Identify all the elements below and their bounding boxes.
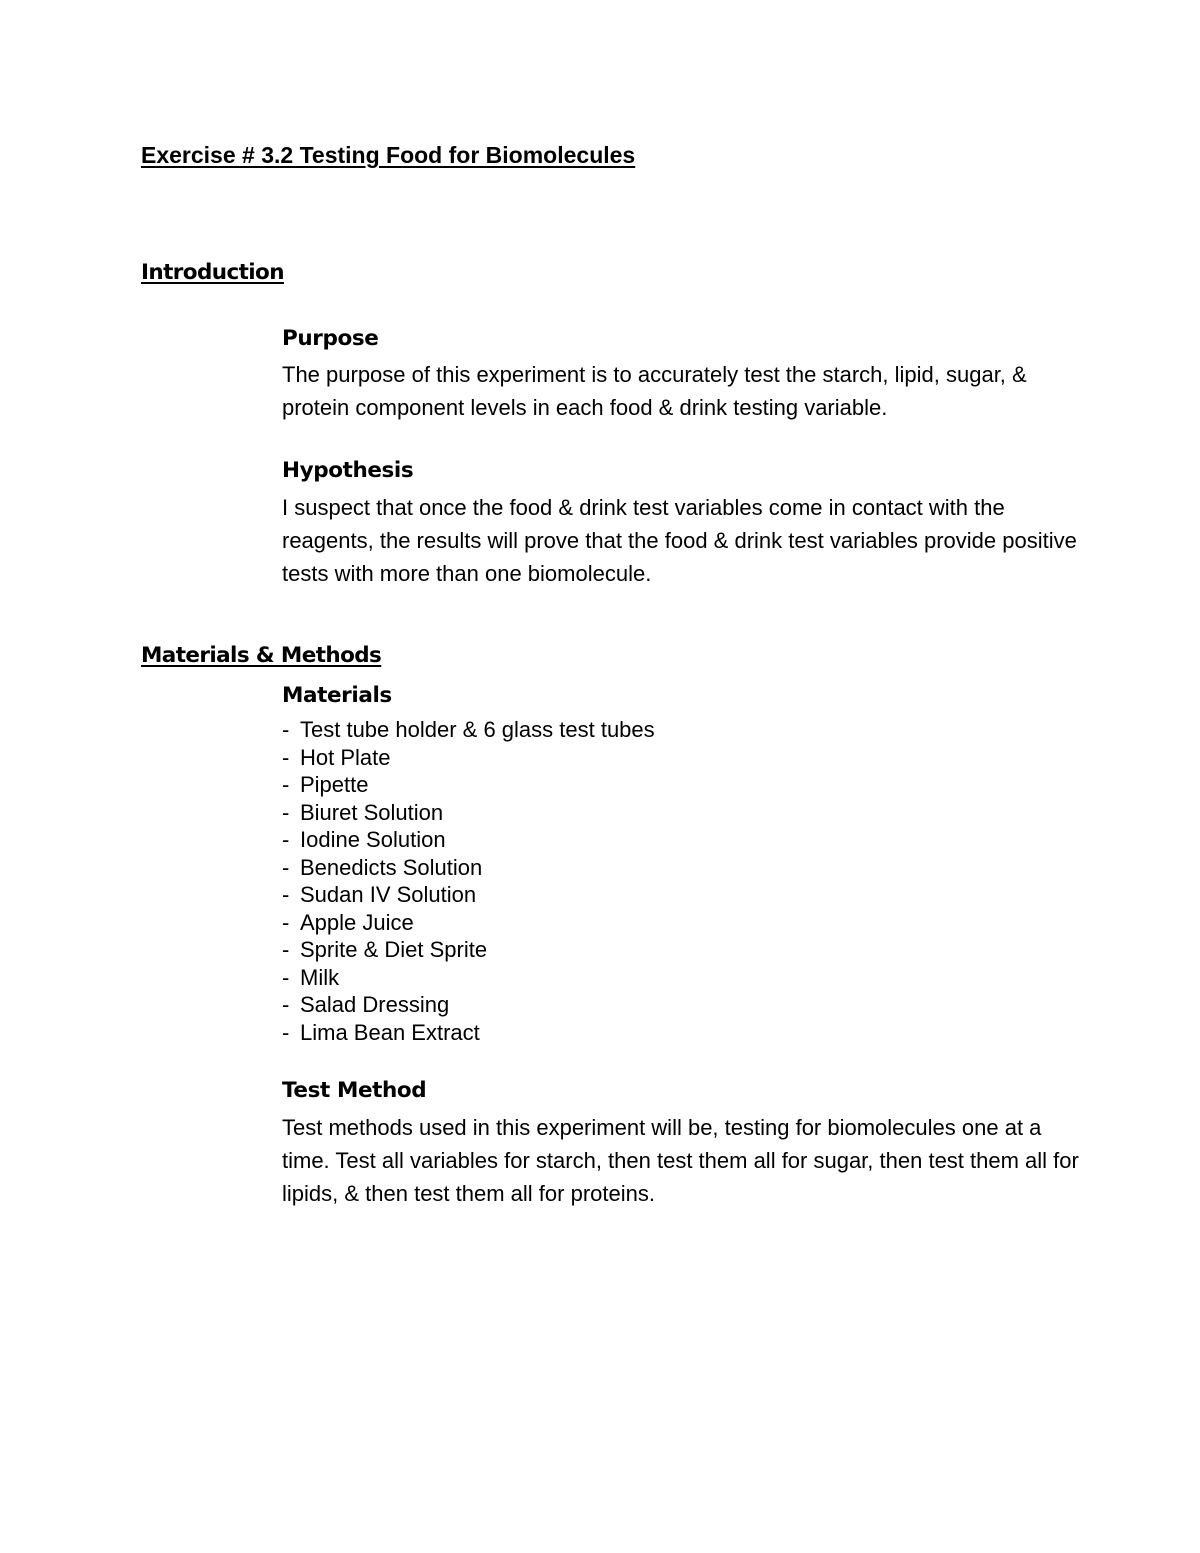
list-item	[282, 716, 655, 744]
list-bullet: -	[282, 937, 290, 962]
list-item-label: Sprite & Diet Sprite	[300, 937, 488, 962]
list-bullet: -	[282, 854, 290, 880]
list-bullet: -	[282, 909, 290, 935]
list-item-label: Apple Juice	[300, 909, 414, 935]
materials-heading: Materials	[282, 683, 392, 708]
list-item	[282, 991, 655, 1019]
materials-methods-heading: Materials & Methods	[141, 643, 382, 668]
list-item-label: Pipette	[300, 772, 369, 797]
hypothesis-text: I suspect that once the food & drink test variables come in contact with the reagents, the results will prove that the food & drink test variables provide positive tests with more than one biomolecule.	[282, 495, 1077, 586]
list-item-label: Salad Dressing	[300, 992, 450, 1017]
list-item-label: Sudan IV Solution	[300, 882, 477, 907]
list-item	[282, 744, 655, 772]
list-bullet: -	[282, 964, 290, 990]
list-item-label: Biuret Solution	[300, 799, 444, 825]
list-item	[282, 854, 655, 882]
list-item	[282, 964, 655, 992]
list-item	[282, 826, 655, 854]
list-bullet: -	[282, 882, 290, 907]
list-item	[282, 909, 655, 937]
list-item-label: Iodine Solution	[300, 827, 446, 852]
list-item-label: Benedicts Solution	[300, 854, 483, 880]
hypothesis-heading: Hypothesis	[282, 458, 414, 483]
purpose-heading: Purpose	[282, 326, 379, 351]
purpose-text: The purpose of this experiment is to accurately test the starch, lipid, sugar, & protein component levels in each food & drink testing variable.	[282, 362, 1027, 420]
list-item-label: Lima Bean Extract	[300, 1019, 480, 1045]
list-item-label: Milk	[300, 964, 340, 990]
list-bullet: -	[282, 992, 290, 1017]
list-item-label: Test tube holder & 6 glass test tubes	[300, 717, 655, 742]
test-method-text: Test methods used in this experiment will be, testing for biomolecules one at a time. Test all variables for starch, then test them all for sugar, then test them all for lipids, & then test them all for proteins.	[282, 1115, 1079, 1206]
list-item-label: Hot Plate	[300, 744, 391, 770]
list-item	[282, 881, 655, 909]
test-method-heading: Test Method	[282, 1078, 427, 1103]
list-bullet: -	[282, 744, 290, 770]
list-item	[282, 936, 655, 964]
list-bullet: -	[282, 717, 290, 742]
materials-list	[282, 716, 655, 1046]
list-bullet: -	[282, 772, 290, 797]
list-bullet: -	[282, 827, 290, 852]
list-bullet: -	[282, 799, 290, 825]
list-item	[282, 771, 655, 799]
list-item	[282, 799, 655, 827]
list-item	[282, 1019, 655, 1047]
document-title: Exercise # 3.2 Testing Food for Biomolecules	[141, 142, 636, 168]
introduction-heading: Introduction	[141, 260, 284, 285]
list-bullet: -	[282, 1019, 290, 1045]
